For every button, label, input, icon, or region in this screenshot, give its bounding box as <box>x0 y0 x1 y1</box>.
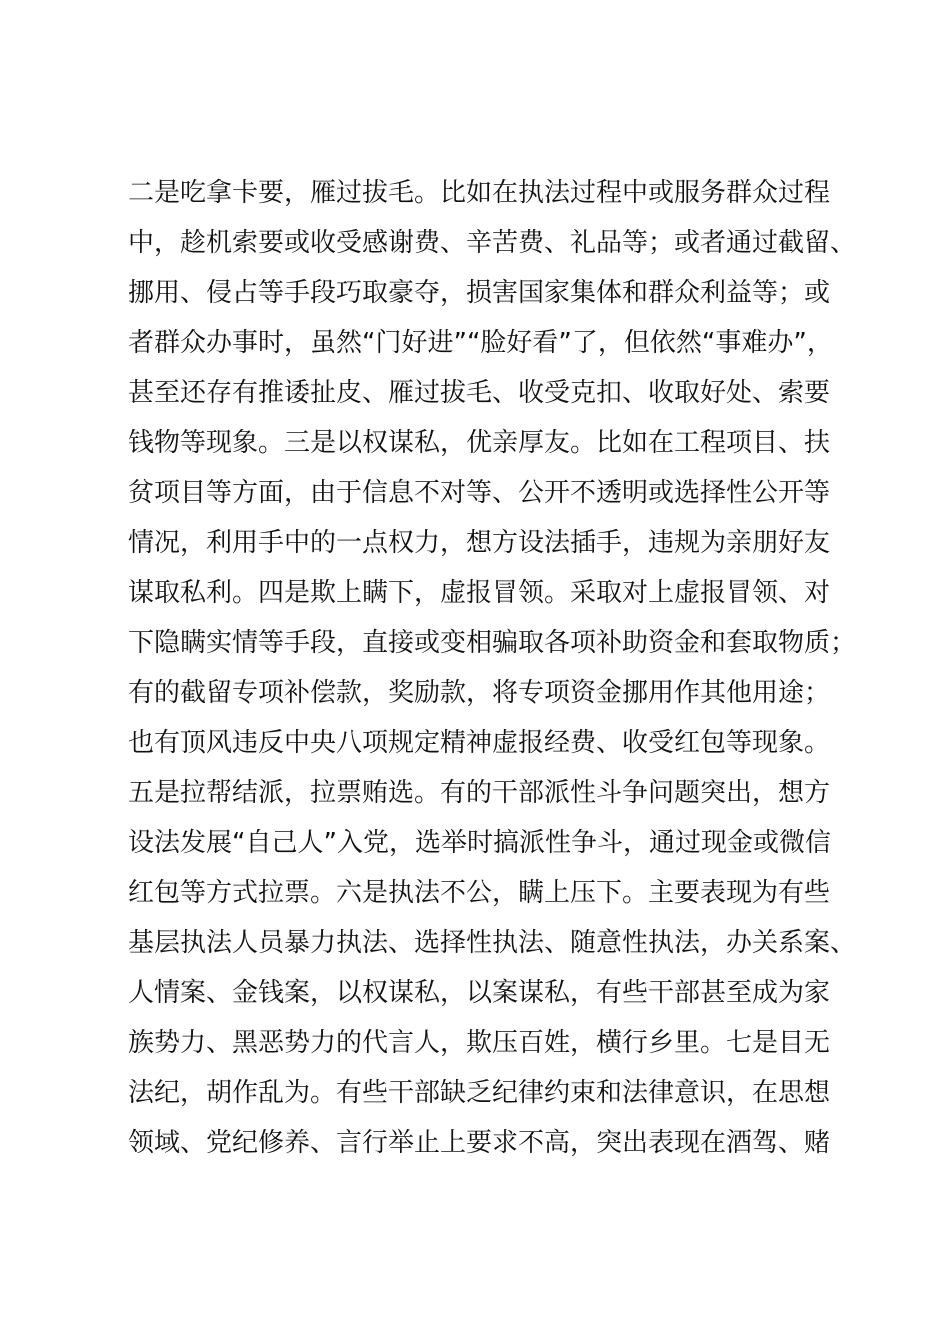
text-line: 红包等方式拉票。六是执法不公，瞒上压下。主要表现为有些 <box>128 878 831 908</box>
text-line: 贫项目等方面，由于信息不对等、公开不透明或选择性公开等 <box>128 478 831 508</box>
text-line: 情况，利用手中的一点权力，想方设法插手，违规为亲朋好友 <box>128 528 831 558</box>
body-text <box>128 168 857 1168</box>
text-line: 人情案、金钱案，以权谋私，以案谋私，有些干部甚至成为家 <box>128 978 831 1008</box>
text-line: 族势力、黑恶势力的代言人，欺压百姓，横行乡里。七是目无 <box>128 1028 831 1058</box>
text-line: 有的截留专项补偿款，奖励款，将专项资金挪用作其他用途； <box>128 678 831 708</box>
text-line: 挪用、侵占等手段巧取豪夺，损害国家集体和群众利益等；或 <box>128 278 831 308</box>
text-line: 领域、党纪修养、言行举止上要求不高，突出表现在酒驾、赌 <box>128 1128 831 1158</box>
text-line: 设法发展“自己人”入党，选举时搞派性争斗，通过现金或微信 <box>128 828 831 858</box>
text-line: 也有顶风违反中央八项规定精神虚报经费、收受红包等现象。 <box>128 728 831 758</box>
text-line: 基层执法人员暴力执法、选择性执法、随意性执法，办关系案、 <box>128 928 857 958</box>
text-line: 下隐瞒实情等手段，直接或变相骗取各项补助资金和套取物质； <box>128 628 857 658</box>
text-line: 者群众办事时，虽然“门好进”“脸好看”了，但依然“事难办”， <box>128 328 833 358</box>
text-line: 钱物等现象。三是以权谋私，优亲厚友。比如在工程项目、扶 <box>128 428 831 458</box>
text-line: 中，趁机索要或收受感谢费、辛苦费、礼品等；或者通过截留、 <box>128 228 857 258</box>
text-line: 甚至还存有推诿扯皮、雁过拔毛、收受克扣、收取好处、索要 <box>128 378 831 408</box>
text-line: 五是拉帮结派，拉票贿选。有的干部派性斗争问题突出，想方 <box>128 778 831 808</box>
text-line: 二是吃拿卡要，雁过拔毛。比如在执法过程中或服务群众过程 <box>128 178 831 208</box>
text-line: 法纪，胡作乱为。有些干部缺乏纪律约束和法律意识，在思想 <box>128 1078 831 1108</box>
text-line: 谋取私利。四是欺上瞒下，虚报冒领。采取对上虚报冒领、对 <box>128 578 831 608</box>
